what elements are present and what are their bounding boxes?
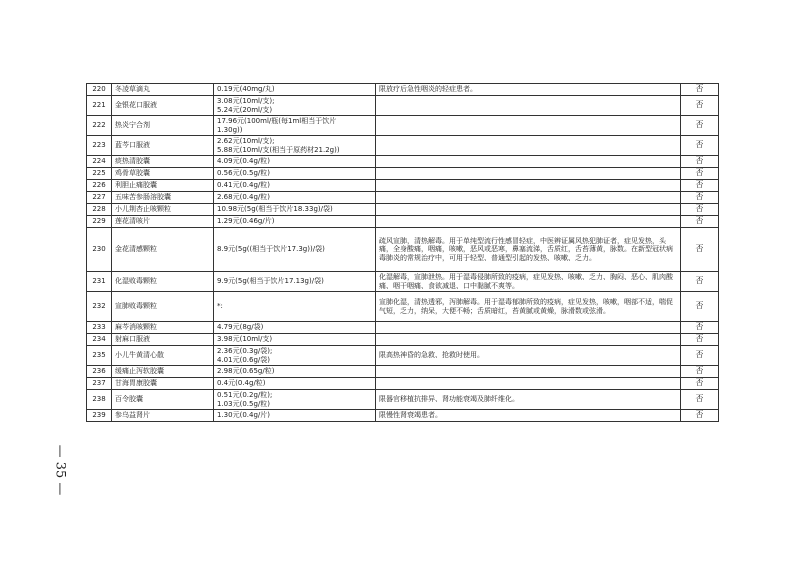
row-number: 231 [87, 272, 112, 292]
drug-name: 金花清感颗粒 [112, 228, 214, 272]
drug-name: 小儿牛黄清心散 [112, 346, 214, 366]
price-spec: 17.96元(100ml/瓶(每1ml相当于饮片 1.30g)) [214, 116, 376, 136]
row-number: 237 [87, 378, 112, 390]
restriction-note: 限高热神昏的急救、抢救时使用。 [376, 346, 681, 366]
row-number: 227 [87, 192, 112, 204]
flag-cell: 否 [681, 96, 719, 116]
table-row [87, 390, 719, 410]
price-spec: 4.79元(8g/袋) [214, 322, 376, 334]
drug-name: 热炎宁合剂 [112, 116, 214, 136]
drug-name: 甘海胃康胶囊 [112, 378, 214, 390]
price-spec: 2.36元(0.3g/袋); 4.01元(0.6g/袋) [214, 346, 376, 366]
price-spec: *: [214, 292, 376, 322]
flag-cell: 否 [681, 390, 719, 410]
table-row [87, 168, 719, 180]
table-row [87, 96, 719, 116]
table-row [87, 136, 719, 156]
flag-cell: 否 [681, 378, 719, 390]
price-spec: 8.9元(5g((相当于饮片17.3g))/袋) [214, 228, 376, 272]
row-number: 230 [87, 228, 112, 272]
page-number-text: — 35 — [52, 444, 68, 496]
flag-cell: 否 [681, 346, 719, 366]
drug-list-table [86, 83, 719, 422]
flag-cell: 否 [681, 228, 719, 272]
row-number: 234 [87, 334, 112, 346]
restriction-note [376, 334, 681, 346]
restriction-note [376, 378, 681, 390]
price-spec: 10.98元(5g(相当于饮片18.33g)/袋) [214, 204, 376, 216]
restriction-note [376, 168, 681, 180]
table-row [87, 322, 719, 334]
drug-name: 莲花清咳片 [112, 216, 214, 228]
flag-cell: 否 [681, 168, 719, 180]
restriction-note [376, 180, 681, 192]
flag-cell: 否 [681, 84, 719, 96]
restriction-note [376, 192, 681, 204]
table-row [87, 180, 719, 192]
flag-cell: 否 [681, 410, 719, 422]
drug-name: 小儿荆杏止咳颗粒 [112, 204, 214, 216]
price-spec: 0.56元(0.5g/粒) [214, 168, 376, 180]
row-number: 225 [87, 168, 112, 180]
restriction-note [376, 156, 681, 168]
row-number: 222 [87, 116, 112, 136]
table-row [87, 410, 719, 422]
table-row [87, 366, 719, 378]
restriction-note: 疏风宣肺，清热解毒。用于单纯型流行性感冒轻症，中医辨证属风热犯肺证者，症见发热，头痛，全身酸痛，咽痛，咳嗽，恶风或恶寒，鼻塞流涕，舌质红，舌苔薄黄，脉数。在新型冠状病毒肺炎的常规治疗中，可用于轻型、普通型引起的发热、咳嗽、乏力。 [376, 228, 681, 272]
drug-list-body [87, 84, 719, 422]
price-spec: 3.08元(10ml/支); 5.24元(20ml/支) [214, 96, 376, 116]
price-spec: 1.29元(0.46g/片) [214, 216, 376, 228]
row-number: 239 [87, 410, 112, 422]
restriction-note: 化湿解毒，宣肺泄热。用于湿毒侵肺所致的疫病，症见发热、咳嗽、乏力、胸闷、恶心、肌肉酸痛、咽干咽痛、食欲减退、口中黏腻不爽等。 [376, 272, 681, 292]
drug-name: 金银花口服液 [112, 96, 214, 116]
flag-cell: 否 [681, 192, 719, 204]
drug-name: 麻芩消咳颗粒 [112, 322, 214, 334]
price-spec: 9.9元(5g(相当于饮片17.13g)/袋) [214, 272, 376, 292]
restriction-note [376, 204, 681, 216]
row-number: 229 [87, 216, 112, 228]
table-row [87, 292, 719, 322]
price-spec: 2.62元(10ml/支); 5.88元(10ml/支(相当于原药材21.2g)) [214, 136, 376, 156]
table-row [87, 156, 719, 168]
table-row [87, 216, 719, 228]
flag-cell: 否 [681, 216, 719, 228]
price-spec: 1.30元(0.4g/片) [214, 410, 376, 422]
row-number: 223 [87, 136, 112, 156]
drug-name: 鸡骨草胶囊 [112, 168, 214, 180]
drug-name: 宣肺败毒颗粒 [112, 292, 214, 322]
flag-cell: 否 [681, 292, 719, 322]
restriction-note: 宣肺化湿，清热透邪，泻肺解毒。用于湿毒郁肺所致的疫病，症见发热，咳嗽，咽部不适，喘促气短，乏力，纳呆，大便不畅；舌质暗红，苔黄腻或黄燥，脉滑数或弦滑。 [376, 292, 681, 322]
row-number: 224 [87, 156, 112, 168]
row-number: 220 [87, 84, 112, 96]
restriction-note [376, 116, 681, 136]
table-row [87, 204, 719, 216]
table-row [87, 84, 719, 96]
drug-name: 缓痛止泻软胶囊 [112, 366, 214, 378]
table-row [87, 346, 719, 366]
drug-name: 参乌益肾片 [112, 410, 214, 422]
row-number: 228 [87, 204, 112, 216]
flag-cell: 否 [681, 272, 719, 292]
flag-cell: 否 [681, 136, 719, 156]
restriction-note [376, 136, 681, 156]
flag-cell: 否 [681, 180, 719, 192]
flag-cell: 否 [681, 322, 719, 334]
drug-name: 百令胶囊 [112, 390, 214, 410]
row-number: 221 [87, 96, 112, 116]
drug-name: 痰热清胶囊 [112, 156, 214, 168]
restriction-note [376, 366, 681, 378]
drug-name: 利胆止痛胶囊 [112, 180, 214, 192]
flag-cell: 否 [681, 156, 719, 168]
price-spec: 3.98元(10ml/支) [214, 334, 376, 346]
row-number: 233 [87, 322, 112, 334]
table-row [87, 272, 719, 292]
row-number: 238 [87, 390, 112, 410]
table-row [87, 228, 719, 272]
row-number: 232 [87, 292, 112, 322]
price-spec: 0.4元(0.4g/粒) [214, 378, 376, 390]
price-spec: 2.68元(0.4g/粒) [214, 192, 376, 204]
restriction-note: 限慢性肾衰竭患者。 [376, 410, 681, 422]
drug-name: 化湿败毒颗粒 [112, 272, 214, 292]
drug-name: 五味苦参肠溶胶囊 [112, 192, 214, 204]
drug-name: 蓝芩口服液 [112, 136, 214, 156]
flag-cell: 否 [681, 366, 719, 378]
row-number: 235 [87, 346, 112, 366]
restriction-note: 限器官移植抗排异、肾功能衰竭及肺纤维化。 [376, 390, 681, 410]
row-number: 236 [87, 366, 112, 378]
price-spec: 2.98元(0.65g/粒) [214, 366, 376, 378]
flag-cell: 否 [681, 204, 719, 216]
table-row [87, 334, 719, 346]
table-row [87, 378, 719, 390]
flag-cell: 否 [681, 334, 719, 346]
flag-cell: 否 [681, 116, 719, 136]
table-row [87, 116, 719, 136]
restriction-note [376, 96, 681, 116]
restriction-note [376, 216, 681, 228]
row-number: 226 [87, 180, 112, 192]
drug-name: 射麻口服液 [112, 334, 214, 346]
price-spec: 0.41元(0.4g/粒) [214, 180, 376, 192]
price-spec: 4.09元(0.4g/粒) [214, 156, 376, 168]
table-row [87, 192, 719, 204]
drug-name: 冬凌草滴丸 [112, 84, 214, 96]
price-spec: 0.51元(0.2g/粒); 1.03元(0.5g/粒) [214, 390, 376, 410]
price-spec: 0.19元(40mg/丸) [214, 84, 376, 96]
page-number [48, 440, 72, 500]
restriction-note [376, 322, 681, 334]
restriction-note: 限放疗后急性咽炎的轻症患者。 [376, 84, 681, 96]
